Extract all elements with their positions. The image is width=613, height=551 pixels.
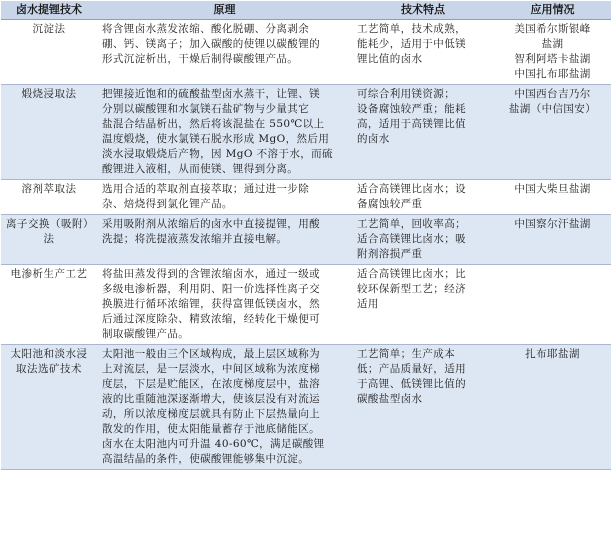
table-row: [1, 265, 611, 345]
row-application-line: 美国希尔斯银峰: [514, 23, 591, 35]
row-technology-name: [1, 345, 97, 470]
row-principle-line: 形式沉淀析出，干燥后制得碳酸锂产品。: [102, 53, 299, 65]
row-technology-name: [1, 85, 97, 180]
row-technology-name-line: 太阳池和淡水浸: [10, 348, 88, 360]
row-principle-line: 把锂接近饱和的硫酸盐型卤水蒸干，让锂、镁: [102, 88, 320, 100]
row-principle: [97, 180, 352, 215]
row-principle-line: 上对流层，是一层淡水，中间区域称为浓度梯: [102, 363, 320, 375]
row-application-line: 中国扎布耶盐湖: [514, 68, 591, 80]
row-principle-line: 选用合适的萃取剂直接萃取；通过进一步除: [102, 183, 310, 195]
row-application-line: 扎布耶盐湖: [525, 348, 580, 360]
row-technology-name: [1, 215, 97, 265]
lithium-extraction-table: [1, 1, 611, 470]
row-technology-name-line: 溶剂萃取法: [21, 183, 77, 195]
row-principle-line: 杂、焙烧得到氯化锂产品。: [102, 198, 233, 210]
row-principle-line: 洗提；将洗提液蒸发浓缩并直接电解。: [102, 233, 288, 245]
row-principle-line: 淡水浸取煅烧后产物，因 MgO 不溶于水，而硫: [102, 148, 333, 160]
row-features-line: 工艺简单，回收率高；: [357, 218, 466, 230]
row-technology-name: [1, 180, 97, 215]
row-features-line: 适合高镁锂比卤水；比: [357, 268, 466, 280]
table-row: [1, 215, 611, 265]
row-features-line: 适用: [357, 298, 379, 310]
row-features-line: 于高锂、低镁锂比值的: [357, 378, 466, 390]
row-features-line: 适合高镁锂比卤水；设: [357, 183, 466, 195]
row-features-line: 设备腐蚀较严重；能耗: [357, 103, 466, 115]
row-features: [352, 215, 494, 265]
row-application-line: 智利阿塔卡盐湖: [514, 53, 591, 65]
table-header-row: [1, 1, 611, 20]
row-principle-line: 分别以碳酸锂和水氯镁石盐矿物与少量其它: [102, 103, 310, 115]
row-principle-line: 后通过深度除杂、精致浓缩，经转化干燥便可: [102, 313, 320, 325]
row-features-line: 适合高镁锂比卤水；吸: [357, 233, 466, 245]
header-principle: 原理: [97, 1, 352, 20]
row-application: [494, 345, 611, 470]
row-application-line: 中国察尔汗盐湖: [514, 218, 591, 230]
row-features-line: 的卤水: [357, 133, 390, 145]
row-features-line: 低；产品质量好，适用: [357, 363, 466, 375]
row-principle-line: 盐混合结晶析出，然后将该混盐在 550℃以上: [102, 118, 325, 130]
row-principle-line: 多级电渗析器，利用阴、阳一价选择性离子交: [102, 283, 320, 295]
row-technology-name-line: 离子交换（吸附）: [6, 218, 94, 230]
row-application-line: 中国大柴旦盐湖: [514, 183, 591, 195]
row-features: [352, 345, 494, 470]
header-technology: 卤水提锂技术: [1, 1, 97, 20]
row-principle: [97, 345, 352, 470]
row-principle-line: 换膜进行循环浓缩锂，获得富锂低镁卤水，然: [102, 298, 320, 310]
row-features-line: 附剂溶损严重: [357, 248, 423, 260]
row-technology-name-line: 沉淀法: [32, 23, 66, 35]
row-application: [494, 265, 611, 345]
row-technology-name-line: 煅烧浸取法: [21, 88, 77, 100]
row-principle-line: 散发的作用，使太阳能量蓄存于池底储能区。: [102, 423, 320, 435]
row-principle: [97, 20, 352, 85]
row-features-line: 较环保新型工艺；经济: [357, 283, 466, 295]
row-application: [494, 215, 611, 265]
row-principle-line: 将含锂卤水蒸发浓缩、酸化脱硼、分离剥余: [102, 23, 310, 35]
row-principle-line: 动，所以浓度梯度层就具有防止下层热量向上: [102, 408, 320, 420]
row-principle: [97, 215, 352, 265]
row-technology-name: [1, 265, 97, 345]
row-principle-line: 高温结晶的条件，使碳酸锂能够集中沉淀。: [102, 453, 310, 465]
row-features-line: 可综合利用镁资源；: [357, 88, 456, 100]
row-technology-name-line: 法: [43, 233, 55, 245]
table-row: [1, 180, 611, 215]
row-principle-line: 太阳池一般由三个区域构成，最上层区域称为: [102, 348, 320, 360]
row-features-line: 备腐蚀较严重: [357, 198, 423, 210]
row-principle-line: 温度煅烧，使水氯镁石脱水形成 MgO，然后用: [102, 133, 330, 145]
row-principle-line: 液的比重随池深逐渐增大，使该层没有对流运: [102, 393, 320, 405]
row-technology-name-line: 取法选矿技术: [16, 363, 82, 375]
row-principle-line: 将盐田蒸发得到的含锂浓缩卤水，通过一级或: [102, 268, 320, 280]
row-features: [352, 20, 494, 85]
row-principle-line: 硼、钙、镁离子；加入碳酸的使锂以碳酸锂的: [102, 38, 320, 50]
row-principle: [97, 85, 352, 180]
row-principle-line: 度层，下层是贮能区，在浓度梯度层中，盐溶: [102, 378, 320, 390]
row-application: [494, 20, 611, 85]
row-principle-line: 卤水在太阳池内可升温 40-60℃，满足碳酸锂: [102, 438, 325, 450]
row-features: [352, 85, 494, 180]
row-application-line: 盐湖: [541, 38, 564, 50]
row-technology-name: [1, 20, 97, 85]
row-features-line: 能耗少，适用于中低镁: [357, 38, 466, 50]
row-application: [494, 180, 611, 215]
table-row: [1, 85, 611, 180]
row-application: [494, 85, 611, 180]
row-features: [352, 265, 494, 345]
row-features-line: 锂比值的卤水: [357, 53, 423, 65]
row-application-line: 盐湖（中信国安）: [508, 103, 597, 115]
header-application: 应用情况: [494, 1, 611, 20]
row-principle-line: 酸锂进入液相，从而使镁、锂得到分离。: [102, 163, 299, 175]
row-principle-line: 制取碳酸锂产品。: [102, 328, 190, 340]
row-application-line: 中国西台吉乃尔: [514, 88, 591, 100]
row-features: [352, 180, 494, 215]
row-features-line: 工艺简单；生产成本: [357, 348, 456, 360]
row-features-line: 高，适用于高镁锂比值: [357, 118, 466, 130]
table-row: [1, 345, 611, 470]
row-principle: [97, 265, 352, 345]
table-row: [1, 20, 611, 85]
row-features-line: 碳酸盐型卤水: [357, 393, 423, 405]
row-technology-name-line: 电渗析生产工艺: [10, 268, 88, 280]
row-principle-line: 采用吸附剂从浓缩后的卤水中直接提锂，用酸: [102, 218, 320, 230]
row-features-line: 工艺简单，技术成熟，: [357, 23, 466, 35]
header-features: 技术特点: [352, 1, 494, 20]
